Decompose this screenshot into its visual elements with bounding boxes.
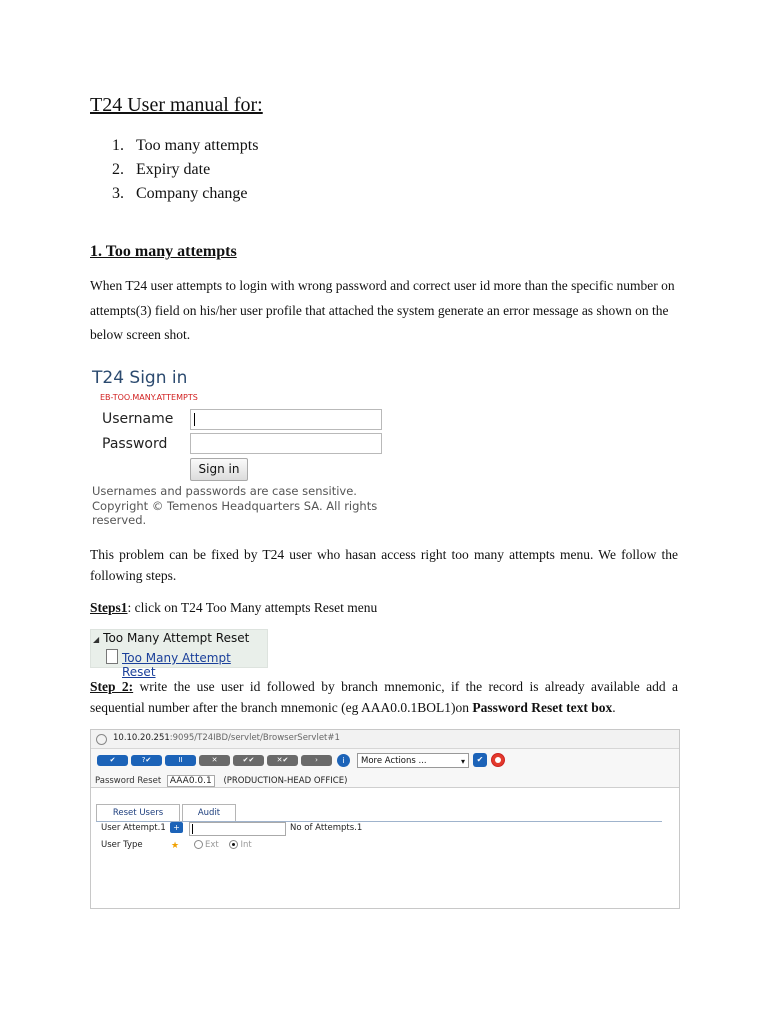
reverse-button[interactable]: ✕✔: [267, 755, 298, 766]
hold-button[interactable]: II: [165, 755, 196, 766]
next-button[interactable]: ›: [301, 755, 332, 766]
signin-screenshot: [90, 368, 430, 527]
info-icon[interactable]: i: [337, 754, 350, 767]
document-title: T24 User manual for:: [90, 94, 263, 116]
radio-int[interactable]: [229, 840, 238, 849]
chevron-down-icon: ▾: [460, 757, 465, 766]
browser-screenshot: [90, 729, 680, 909]
company-name: (PRODUCTION-HEAD OFFICE): [223, 776, 348, 786]
record-id: AAA0.0.1: [167, 775, 215, 787]
signin-title: T24 Sign in: [92, 368, 188, 388]
record-line: [95, 775, 347, 787]
go-button[interactable]: ✔: [473, 753, 487, 767]
username-field[interactable]: [190, 409, 382, 430]
authorise-button[interactable]: ✔✔: [233, 755, 264, 766]
paragraph-intro: When T24 user attempts to login with wrong password and correct user id more than the specific number on attempts(3) field on his/her user profile that attached the system generate an error message as shown on the below screen shot.: [90, 278, 675, 342]
validate-button[interactable]: ?✔: [131, 755, 162, 766]
password-field[interactable]: [190, 433, 382, 454]
globe-icon: [96, 734, 107, 745]
toolbar: [91, 749, 679, 788]
url-text: 10.10.20.251:9095/T24IBD/servlet/BrowserServlet#1: [113, 733, 340, 743]
tab-audit[interactable]: Audit: [182, 804, 236, 822]
signin-button[interactable]: Sign in: [190, 458, 248, 481]
toc-item: 2. Expiry date: [112, 161, 211, 178]
menu-parent[interactable]: ◢ Too Many Attempt Reset: [93, 631, 250, 645]
radio-ext[interactable]: [194, 840, 203, 849]
table-of-contents: [112, 134, 258, 206]
tab-reset-users[interactable]: Reset Users: [96, 804, 180, 822]
mandatory-star-icon: ★: [171, 840, 180, 850]
user-attempt-label: User Attempt.1: [101, 823, 166, 833]
paragraph-fix: This problem can be fixed by T24 user who hasan access right too many attempts menu. We follow the following steps.: [90, 547, 678, 583]
password-label: Password: [102, 436, 168, 452]
help-lifebuoy-icon[interactable]: [491, 753, 505, 767]
user-attempt-input[interactable]: [189, 822, 286, 836]
username-label: Username: [102, 411, 174, 427]
commit-button[interactable]: ✔: [97, 755, 128, 766]
menu-screenshot: [90, 629, 268, 679]
case-note: Usernames and passwords are case sensitive.: [92, 484, 357, 498]
section-heading: 1. Too many attempts: [90, 243, 237, 260]
user-type-radios: Ext Int: [194, 840, 252, 850]
delete-button[interactable]: ✕: [199, 755, 230, 766]
expand-triangle-icon: ◢: [93, 635, 100, 644]
menu-link[interactable]: Too Many Attempt Reset: [122, 651, 231, 679]
toc-item: 1. Too many attempts: [112, 137, 259, 154]
reset-form: [91, 792, 679, 908]
more-actions-select[interactable]: More Actions ... ▾: [357, 753, 469, 768]
copyright-note: Copyright © Temenos Headquarters SA. All rights reserved.: [92, 499, 378, 527]
password-reset-label: Password Reset: [95, 776, 162, 786]
document-icon: [106, 649, 118, 664]
address-bar[interactable]: [91, 730, 679, 749]
paragraph-step2: Step 2: write the use user id followed by branch mnemonic, if the record is already available add a sequential number after the branch mnemonic (eg AAA0.0.1BOL1)on Password Reset text box.: [90, 679, 678, 715]
error-message: EB-TOO.MANY.ATTEMPTS: [100, 393, 198, 402]
user-type-label: User Type: [101, 840, 143, 850]
paragraph-step1: Steps1: click on T24 Too Many attempts Reset menu: [90, 600, 378, 615]
toc-item: 3. Company change: [112, 185, 248, 202]
no-of-attempts-label: No of Attempts.1: [290, 823, 363, 833]
add-icon[interactable]: +: [170, 822, 183, 833]
